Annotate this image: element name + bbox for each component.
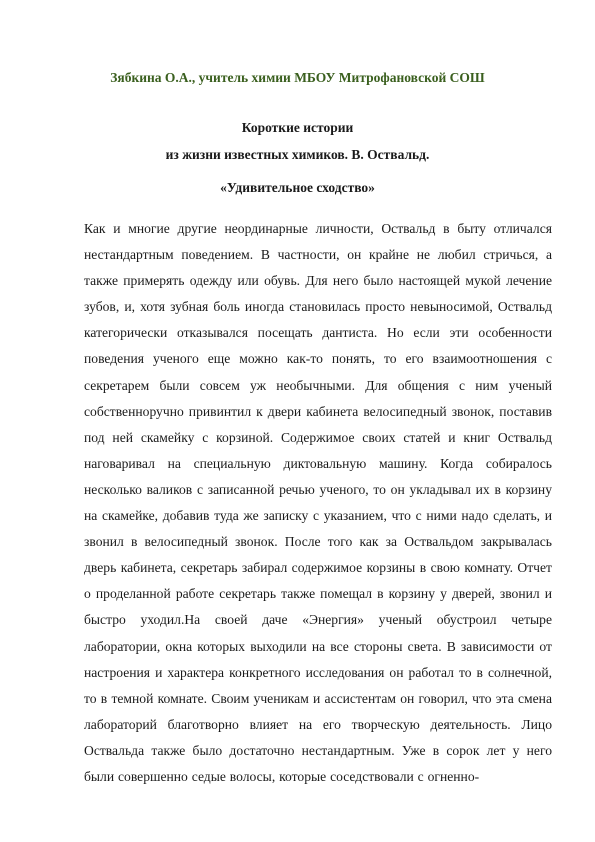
title-line-2: из жизни известных химиков. В. Оствальд. — [165, 147, 430, 162]
title-block — [0, 114, 595, 168]
title-line-1: Короткие истории — [241, 120, 354, 135]
body-paragraph: Как и многие другие неординарные личности, Оствальд в быту отличался нестандартным поведением. В частности, он крайне не любил стричься, а также примерять одежду или обувь. Для него было настоящей мукой лечение зубов, и, хотя зубная боль иногда становилась просто невыносимой, Оствальд категорически отказывался посещать дантиста. Но если эти особенности поведения ученого еще можно как-то понять, то его взаимоотношения с секретарем были совсем уж необычными. Для общения с ним ученый собственноручно привинтил к двери кабинета велосипедный звонок, поставив под ней скамейку с корзиной. Содержимое своих статей и книг Оствальд наговаривал на специальную диктовальную машину. Когда собиралось несколько валиков с записанной речью ученого, то он укладывал их в корзину на скамейке, добавив туда же записку с указанием, что с ними надо сделать, и звонил в велосипедный звонок. После того как за Оствальдом закрывалась дверь кабинета, секретарь забирал содержимое корзины в свою комнату. Отчет о проделанной работе секретарь также помещал в корзину у дверей, звонил и быстро уходил.На своей даче «Энергия» ученый обустроил четыре лаборатории, окна которых выходили на все стороны света. В зависимости от настроения и характера конкретного исследования он работал то в солнечной, то в темной комнате. Своим ученикам и ассистентам он говорил, что эта смена лабораторий благотворно влияет на его творческую деятельность. Лицо Оствальда также было достаточно нестандартным. Уже в сорок лет у него были совершенно седые волосы, которые соседствовали с огненно- — [84, 221, 552, 784]
story-subtitle: «Удивительное сходство» — [220, 180, 375, 195]
author-line: Зябкина О.А., учитель химии МБОУ Митрофановской СОШ — [110, 70, 485, 85]
